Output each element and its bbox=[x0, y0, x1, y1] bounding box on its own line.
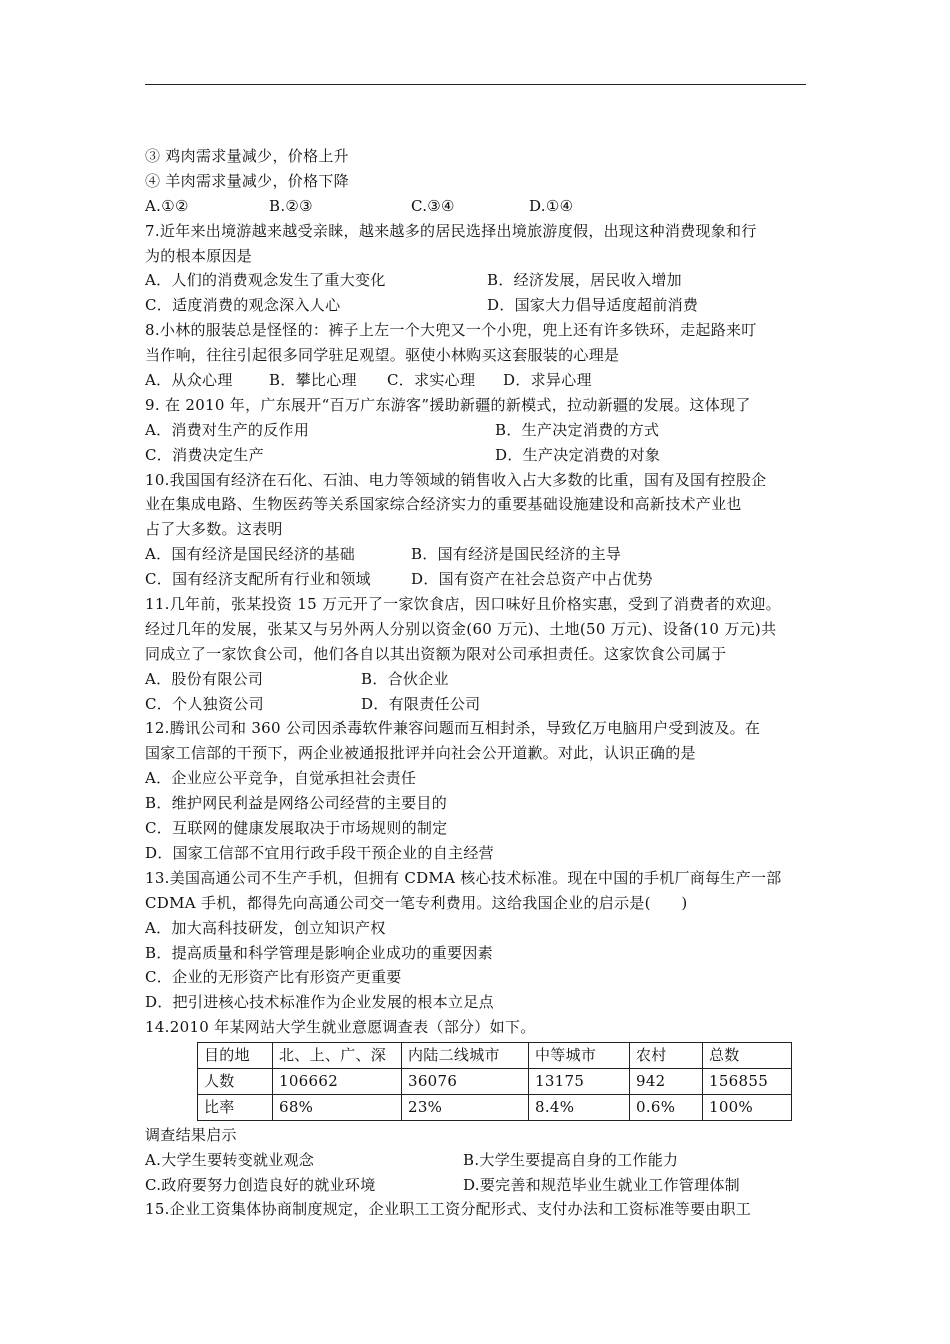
q10-stem: 占了大多数。这表明 bbox=[145, 520, 283, 539]
q12-option-b: B．维护网民利益是网络公司经营的主要目的 bbox=[145, 794, 448, 813]
q10-options-row bbox=[145, 542, 825, 567]
q11-option-d: D．有限责任公司 bbox=[361, 694, 481, 713]
table-row bbox=[198, 1043, 792, 1069]
q6-option-c: C.③④ bbox=[411, 196, 455, 215]
q9-option-b: B．生产决定消费的方式 bbox=[495, 420, 660, 439]
q10-options-row bbox=[145, 567, 825, 592]
q14-options-row bbox=[145, 1173, 825, 1198]
table-cell: 农村 bbox=[630, 1043, 703, 1069]
q13-stem: 13.美国高通公司不生产手机，但拥有 CDMA 核心技术标准。现在中国的手机厂商每生产一部 bbox=[145, 868, 782, 887]
q9-options-row bbox=[145, 443, 825, 468]
table-cell: 总数 bbox=[703, 1043, 792, 1069]
q7-option-a: A．人们的消费观念发生了重大变化 bbox=[145, 271, 386, 290]
q6-option-a: A.①② bbox=[145, 196, 189, 215]
q6-options bbox=[145, 194, 825, 219]
table-cell: 106662 bbox=[273, 1068, 402, 1094]
q14-option-b: B.大学生要提高自身的工作能力 bbox=[463, 1150, 679, 1169]
q8-option-c: C．求实心理 bbox=[387, 371, 476, 390]
option-4: ④ 羊肉需求量减少，价格下降 bbox=[145, 171, 349, 190]
q11-stem: 11.几年前，张某投资 15 万元开了一家饮食店，因口味好且价格实惠，受到了消费者的欢迎。 bbox=[145, 595, 781, 614]
q13-option-d: D．把引进核心技术标准作为企业发展的根本立足点 bbox=[145, 993, 494, 1012]
q6-option-d: D.①④ bbox=[529, 196, 574, 215]
q11-options-row bbox=[145, 667, 825, 692]
table-cell: 942 bbox=[630, 1068, 703, 1094]
q10-option-d: D．国有资产在社会总资产中占优势 bbox=[411, 570, 653, 589]
table-cell: 13175 bbox=[529, 1068, 630, 1094]
q12-option-c: C．互联网的健康发展取决于市场规则的制定 bbox=[145, 819, 448, 838]
q13-option-a: A．加大高科技研发，创立知识产权 bbox=[145, 918, 386, 937]
q14-option-c: C.政府要努力创造良好的就业环境 bbox=[145, 1175, 376, 1194]
q9-option-d: D．生产决定消费的对象 bbox=[495, 445, 661, 464]
table-cell: 8.4% bbox=[529, 1094, 630, 1120]
q8-option-a: A．从众心理 bbox=[145, 371, 233, 390]
q10-stem: 业在集成电路、生物医药等关系国家综合经济实力的重要基础设施建设和高新技术产业也 bbox=[145, 495, 742, 514]
q12-stem: 国家工信部的干预下，两企业被通报批评并向社会公开道歉。对此，认识正确的是 bbox=[145, 744, 696, 763]
q8-stem: 8.小林的服装总是怪怪的：裤子上左一个大兜又一个小兜，兜上还有许多铁环，走起路来叮 bbox=[145, 321, 757, 340]
q10-option-a: A．国有经济是国民经济的基础 bbox=[145, 545, 356, 564]
q14-stem: 14.2010 年某网站大学生就业意愿调查表（部分）如下。 bbox=[145, 1018, 536, 1037]
q7-option-d: D．国家大力倡导适度超前消费 bbox=[487, 296, 699, 315]
q8-option-b: B．攀比心理 bbox=[269, 371, 357, 390]
q11-option-c: C．个人独资公司 bbox=[145, 694, 264, 713]
q15-stem: 15.企业工资集体协商制度规定，企业职工工资分配形式、支付办法和工资标准等要由职工 bbox=[145, 1200, 752, 1219]
q14-option-d: D.要完善和规范毕业生就业工作管理体制 bbox=[463, 1175, 740, 1194]
q9-option-a: A．消费对生产的反作用 bbox=[145, 420, 310, 439]
q8-option-d: D．求异心理 bbox=[503, 371, 592, 390]
table-cell: 68% bbox=[273, 1094, 402, 1120]
table-cell: 156855 bbox=[703, 1068, 792, 1094]
q8-options-row bbox=[145, 368, 825, 393]
q11-options-row bbox=[145, 692, 825, 717]
table-cell: 北、上、广、深 bbox=[273, 1043, 402, 1069]
table-cell: 0.6% bbox=[630, 1094, 703, 1120]
q7-options-row bbox=[145, 293, 825, 318]
q12-option-d: D．国家工信部不宜用行政手段干预企业的自主经营 bbox=[145, 843, 494, 862]
q7-option-b: B．经济发展，居民收入增加 bbox=[487, 271, 682, 290]
survey-table bbox=[197, 1042, 792, 1121]
q9-option-c: C．消费决定生产 bbox=[145, 445, 264, 464]
q13-stem: CDMA 手机，都得先向高通公司交一笔专利费用。这给我国企业的启示是( ) bbox=[145, 893, 688, 912]
q7-options-row bbox=[145, 268, 825, 293]
q14-options-row bbox=[145, 1148, 825, 1173]
q7-stem: 7.近年来出境游越来越受亲睐，越来越多的居民选择出境旅游度假，出现这种消费现象和行 bbox=[145, 221, 757, 240]
q7-stem: 为的根本原因是 bbox=[145, 246, 253, 265]
table-cell: 中等城市 bbox=[529, 1043, 630, 1069]
q10-option-b: B．国有经济是国民经济的主导 bbox=[411, 545, 622, 564]
q14-option-a: A.大学生要转变就业观念 bbox=[145, 1150, 315, 1169]
q11-option-b: B．合伙企业 bbox=[361, 669, 449, 688]
table-row bbox=[198, 1094, 792, 1120]
q11-option-a: A．股份有限公司 bbox=[145, 669, 264, 688]
q6-option-b: B.②③ bbox=[269, 196, 313, 215]
q13-option-c: C．企业的无形资产比有形资产更重要 bbox=[145, 968, 402, 987]
q11-stem: 同成立了一家饮食公司，他们各自以其出资额为限对公司承担责任。这家饮食公司属于 bbox=[145, 644, 727, 663]
table-cell: 100% bbox=[703, 1094, 792, 1120]
q12-option-a: A．企业应公平竞争，自觉承担社会责任 bbox=[145, 769, 417, 788]
header-rule bbox=[145, 84, 806, 85]
table-cell: 内陆二线城市 bbox=[402, 1043, 529, 1069]
table-cell: 人数 bbox=[198, 1068, 273, 1094]
q13-option-b: B．提高质量和科学管理是影响企业成功的重要因素 bbox=[145, 943, 493, 962]
q8-stem: 当作响，往往引起很多同学驻足观望。驱使小林购买这套服装的心理是 bbox=[145, 346, 620, 365]
exam-page bbox=[145, 144, 825, 1222]
option-3: ③ 鸡肉需求量减少，价格上升 bbox=[145, 147, 349, 165]
q10-option-c: C．国有经济支配所有行业和领域 bbox=[145, 570, 371, 589]
q14-followup: 调查结果启示 bbox=[145, 1125, 237, 1144]
q12-stem: 12.腾讯公司和 360 公司因杀毒软件兼容问题而互相封杀，导致亿万电脑用户受到波及。在 bbox=[145, 719, 761, 738]
q10-stem: 10.我国国有经济在石化、石油、电力等领域的销售收入占大多数的比重，国有及国有控股企 bbox=[145, 470, 767, 489]
table-row bbox=[198, 1068, 792, 1094]
table-cell: 比率 bbox=[198, 1094, 273, 1120]
table-cell: 23% bbox=[402, 1094, 529, 1120]
q7-option-c: C．适度消费的观念深入人心 bbox=[145, 296, 341, 315]
table-cell: 36076 bbox=[402, 1068, 529, 1094]
q9-options-row bbox=[145, 418, 825, 443]
q9-stem: 9. 在 2010 年，广东展开“百万广东游客”援助新疆的新模式，拉动新疆的发展。这体现了 bbox=[145, 395, 751, 414]
table-cell: 目的地 bbox=[198, 1043, 273, 1069]
q11-stem: 经过几年的发展，张某又与另外两人分别以资金(60 万元)、土地(50 万元)、设备(10 万元)共 bbox=[145, 619, 777, 638]
